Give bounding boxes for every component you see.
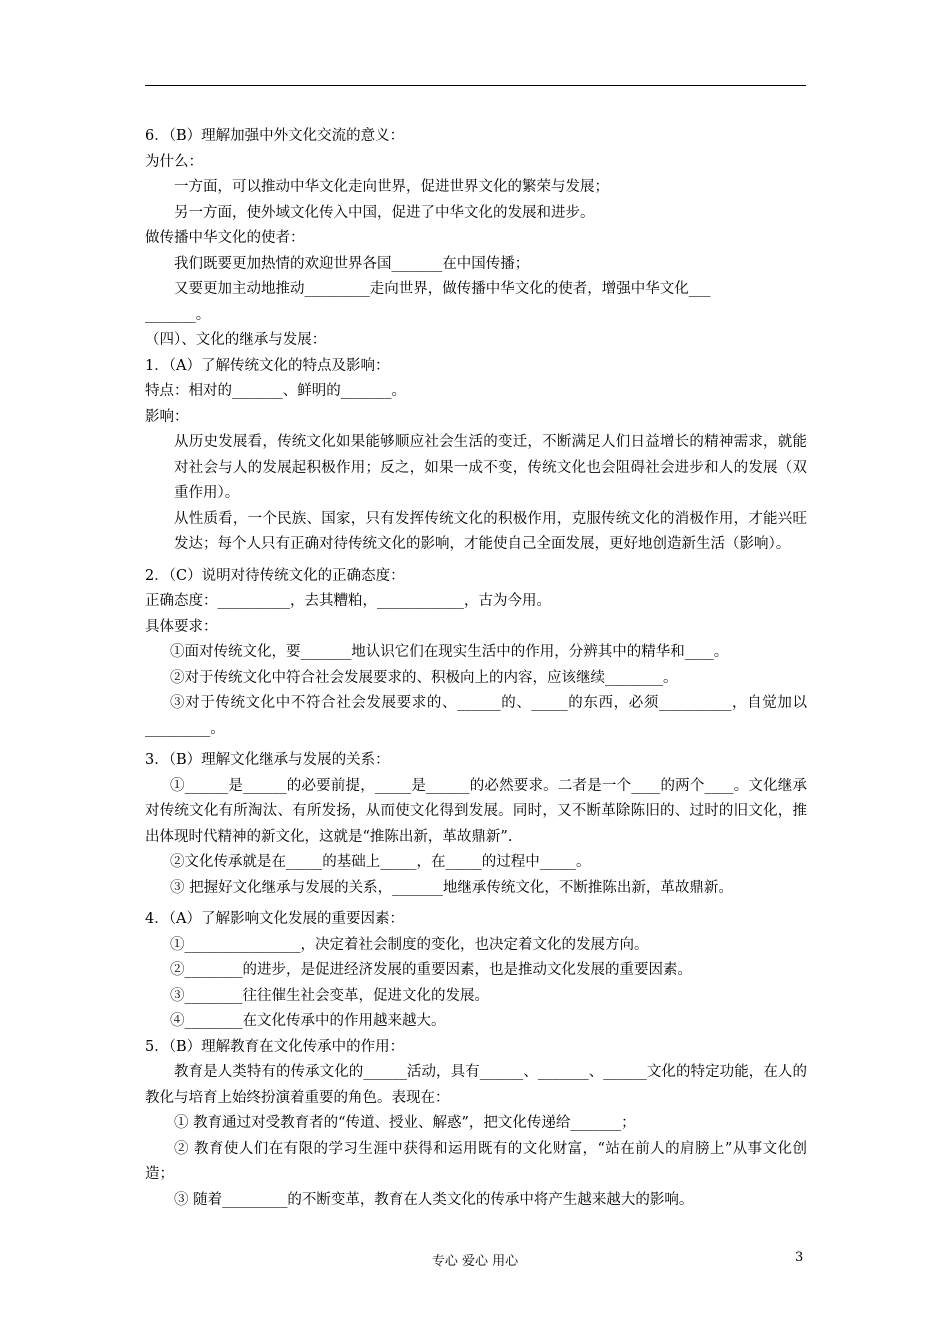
header-rule bbox=[145, 85, 806, 86]
envoy-line-2: 又要更加主动地推动_________走向世界，做传播中华文化的使者，增强中华文化___ bbox=[174, 281, 711, 297]
factor-4: ④________在文化传承中的作用越来越大。 bbox=[170, 1013, 446, 1029]
footer-motto: 专心 爱心 用心 bbox=[431, 1254, 519, 1269]
requirement-1: ①面对传统文化，要_______地认识它们在现实生活中的作用，分辨其中的精华和____。 bbox=[170, 644, 729, 660]
document-body bbox=[145, 124, 807, 1213]
relation-paragraph: ①______是______的必要前提，_____是______的必然要求。二者是一个____的两个____。文化继承对传统文化有所淘汰、有所发扬，从而使文化得到发展。同时，又不断革除陈旧的、过时的旧文化，推出体现时代精神的新文化，这就是“推陈出新，革故鼎新”. bbox=[145, 777, 807, 845]
requirement-3: ③对于传统文化中不符合社会发展要求的、______的、_____的东西，必须__________，自觉加以_________。 bbox=[145, 695, 807, 737]
one-side-text: 一方面，可以推动中华文化走向世界，促进世界文化的繁荣与发展； bbox=[174, 179, 609, 195]
education-point-3: ③ 随着_________的不断变革，教育在人类文化的传承中将产生越来越大的影响。 bbox=[174, 1191, 694, 1208]
item-2-heading: 2．（C）说明对待传统文化的正确态度： bbox=[145, 567, 405, 584]
factor-1: ①________________，决定着社会制度的变化，也决定着文化的发展方向。 bbox=[170, 936, 649, 953]
education-point-1: ① 教育通过对受教育者的“传道、授业、解惑”，把文化传递给_______； bbox=[174, 1115, 636, 1131]
requirements-label: 具体要求： bbox=[145, 618, 218, 635]
history-paragraph: 从历史发展看，传统文化如果能够顺应社会生活的变迁，不断满足人们日益增长的精神需求，就能对社会与人的发展起积极作用；反之，如果一成不变，传统文化也会阻碍社会进步和人的发展（双重作用）。 bbox=[174, 434, 807, 501]
item-1-heading: 1．（A）了解传统文化的特点及影响： bbox=[145, 357, 390, 374]
education-paragraph: 教育是人类特有的传承文化的______活动，具有______、_______、______文化的特定功能，在人的教化与培育上始终扮演着重要的角色。表现在： bbox=[145, 1064, 807, 1106]
envoy-label: 做传播中华文化的使者： bbox=[145, 230, 305, 246]
why-label: 为什么： bbox=[145, 153, 203, 170]
attitude-text: 正确态度：__________，去其糟粕，____________，古为今用。 bbox=[145, 593, 551, 609]
page-number: 3 bbox=[795, 1250, 804, 1265]
other-side-text: 另一方面，使外域文化传入中国，促进了中华文化的发展和进步。 bbox=[174, 204, 595, 221]
factor-3: ③________往往催生社会变革，促进文化的发展。 bbox=[170, 987, 489, 1004]
section-4-heading: （四）、文化的继承与发展： bbox=[145, 332, 327, 348]
education-point-2: ② 教育使人们在有限的学习生涯中获得和运用既有的文化财富，“站在前人的肩膀上”从事文化创造； bbox=[145, 1140, 807, 1182]
envoy-line-1: 我们既要更加热情的欢迎世界各国_______在中国传播； bbox=[174, 255, 530, 272]
item-5-heading: 5．（B）理解教育在文化传承中的作用： bbox=[145, 1038, 405, 1055]
influence-label: 影响： bbox=[145, 408, 189, 425]
features-text: 特点：相对的_______、鲜明的_______。 bbox=[145, 383, 406, 399]
item-4-heading: 4．（A）了解影响文化发展的重要因素： bbox=[145, 911, 404, 927]
requirement-2: ②对于传统文化中符合社会发展要求的、积极向上的内容，应该继续________。 bbox=[170, 669, 678, 686]
item-6-heading: 6．（B）理解加强中外文化交流的意义： bbox=[145, 128, 405, 144]
nature-paragraph: 从性质看，一个民族、国家，只有发挥传统文化的积极作用，克服传统文化的消极作用，才能兴旺发达；每个人只有正确对待传统文化的影响，才能使自己全面发展，更好地创造新生活（影响）。 bbox=[174, 510, 807, 552]
envoy-line-3: _______。 bbox=[145, 306, 211, 323]
relation-point-3: ③ 把握好文化继承与发展的关系，_______地继承传统文化，不断推陈出新，革故鼎新。 bbox=[170, 879, 733, 896]
factor-2: ②________的进步，是促进经济发展的重要因素，也是推动文化发展的重要因素。 bbox=[170, 962, 692, 978]
relation-point-2: ②文化传承就是在_____的基础上_____，在_____的过程中_____。 bbox=[170, 854, 591, 870]
item-3-heading: 3．（B）理解文化继承与发展的关系： bbox=[145, 752, 390, 768]
